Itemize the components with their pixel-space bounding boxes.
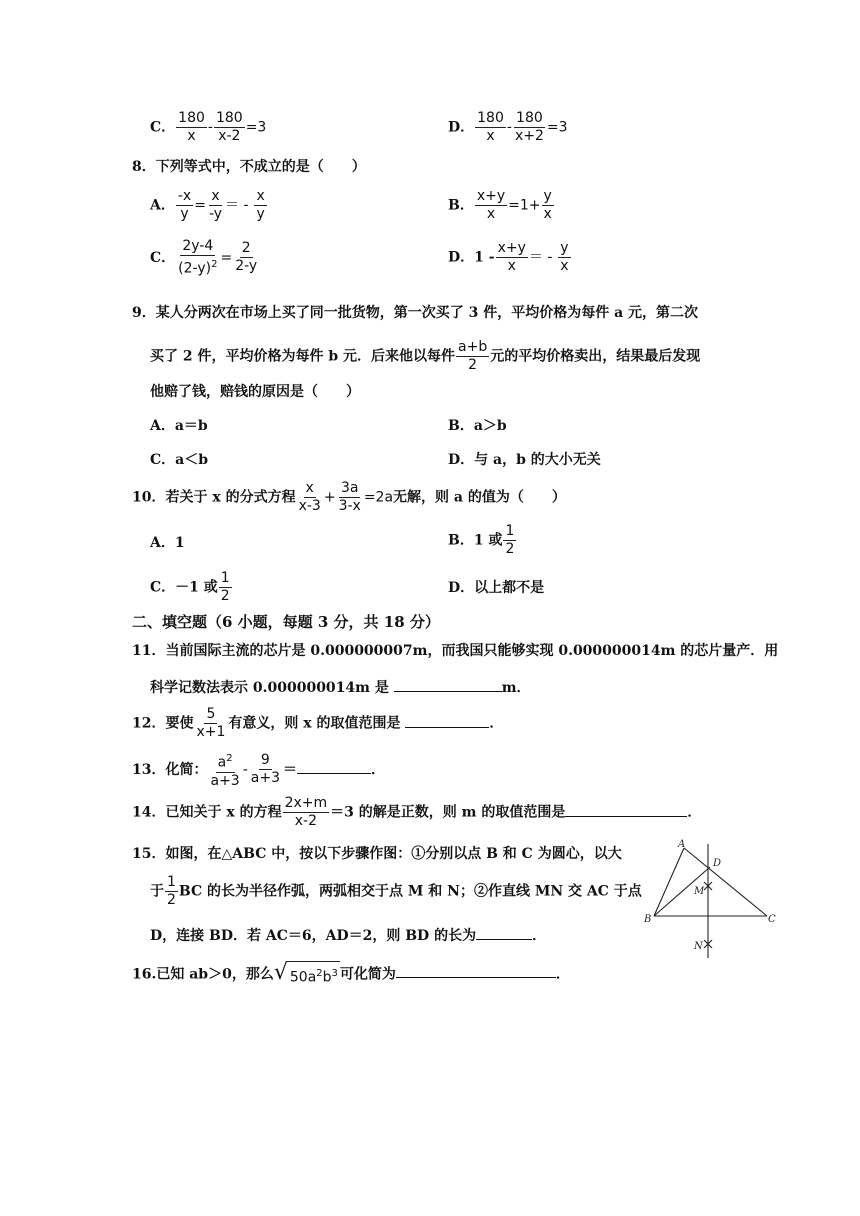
q13-stem: 13．化简： $\frac{a^2}{a+3}$ - $\frac{9}{a+3}$ ＝ ．: [132, 750, 385, 790]
q8-option-b: B． $\frac{x+y}{x}$ =1+ $\frac{y}{x}$: [448, 188, 552, 222]
answer-blank[interactable]: [396, 962, 556, 978]
q9-line3: 他赔了钱，赔钱的原因是（ ）: [150, 384, 360, 400]
q14-stem: 14．已知关于 x 的方程 $\frac{2x+m}{x-2}$ ＝3 的解是正数，则 m 的取值范围是 ．: [132, 795, 702, 829]
triangle-figure: [640, 836, 780, 960]
q7-option-c: C． $\frac{180}{x}$ - $\frac{180}{x-2}$ =3: [150, 110, 267, 144]
sqrt-expression: √ $50a^2b^3$: [273, 960, 338, 986]
q12-stem: 12．要使 $\frac{5}{x+1}$ 有意义，则 x 的取值范围是 ．: [132, 706, 504, 740]
q9-option-a: A．a＝b: [150, 418, 208, 434]
q7-option-d: D． $\frac{180}{x}$ - $\frac{180}{x+2}$ =3: [448, 110, 568, 144]
q10-stem: 10．若关于 x 的分式方程 $\frac{x}{x-3}$ + $\frac{3a}{3-x}$ =2a无解，则 a 的值为（ ）: [132, 480, 566, 514]
section-heading: 二、填空题（6 小题，每题 3 分，共 18 分）: [132, 613, 440, 631]
q10-option-c: C．－1 或 $\frac{1}{2}$: [150, 570, 230, 604]
label-b: B: [644, 914, 652, 925]
answer-blank[interactable]: [405, 712, 489, 728]
side-ab: [654, 848, 684, 916]
side-ac: [684, 848, 767, 916]
q15-line3: D，连接 BD．若 AC＝6，AD＝2，则 BD 的长为 ．: [150, 924, 546, 946]
q9-option-c: C．a＜b: [150, 452, 209, 468]
q11-line2: 科学记数法表示 0.000000014m 是 m．: [150, 676, 531, 698]
label-c: C: [768, 914, 776, 925]
q15-line1: 15．如图，在△ABC 中，按以下步骤作图：①分别以点 B 和 C 为圆心，以大: [132, 846, 622, 862]
q8-option-c: C． $\frac{2y-4}{(2-y)^2}$ = $\frac{2}{2-y}$: [150, 238, 258, 277]
label-n: N: [694, 941, 703, 952]
q15-line2: 于 $\frac{1}{2}$ BC 的长为半径作弧，两弧相交于点 M 和 N；②作直线 MN 交 AC 于点: [150, 874, 642, 908]
label-d: D: [713, 858, 722, 869]
answer-blank[interactable]: [297, 758, 371, 774]
answer-blank[interactable]: [476, 924, 532, 940]
q16-stem: 16.已知 ab＞0，那么 √ $50a^2b^3$ 可化简为 ．: [132, 960, 570, 986]
q10-option-b: B．1 或 $\frac{1}{2}$: [448, 523, 515, 557]
q10-option-d: D．以上都不是: [448, 580, 545, 596]
q9-line2: 买了 2 件，平均价格为每件 b 元．后来他以每件 $\frac{a+b}{2}$ 元的平均价格卖出，结果最后发现: [150, 339, 701, 373]
q8-option-d: D．1 - $\frac{x+y}{x}$ ＝ - $\frac{y}{x}$: [448, 240, 569, 274]
q9-line1: 9．某人分两次在市场上买了同一批货物，第一次买了 3 件，平均价格为每件 a 元，第二次: [132, 305, 699, 321]
q8-option-a: A． $\frac{-x}{y}$ = $\frac{x}{-y}$ ＝ - $\frac{x}{y}$: [150, 188, 265, 222]
q10-option-a: A．1: [150, 535, 185, 551]
label-m: M: [694, 886, 705, 897]
answer-blank[interactable]: [565, 801, 687, 817]
q9-option-d: D．与 a，b 的大小无关: [448, 452, 601, 468]
answer-blank[interactable]: [394, 676, 502, 692]
q11-line1: 11．当前国际主流的芯片是 0.000000007m，而我国只能够实现 0.000000014m 的芯片量产．用: [132, 643, 779, 659]
label-a: A: [678, 839, 686, 850]
q8-stem: 8．下列等式中，不成立的是（ ）: [132, 159, 366, 175]
q9-option-b: B．a＞b: [448, 418, 507, 434]
